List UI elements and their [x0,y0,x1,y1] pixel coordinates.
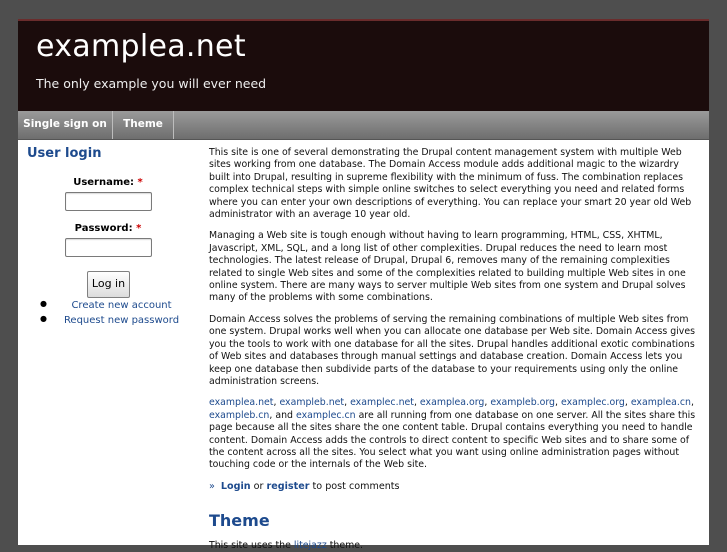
domains-paragraph: examplea.net, exampleb.net, examplec.net, examplea.org, exampleb.org, examplec.org, examplea.cn, exampleb.cn, and examplec.cn are all running from one database on one server. All the sites share this page because all the sites share the one content table. Drupal contains everything you need to handle content. Domain Access adds the controls to direct content to specific Web sites and to share some of the content across all the sites. You select what you want using online administration pages without touching code or the internals of the Web site. [209,397,696,471]
password-input[interactable] [65,238,152,257]
domain-link[interactable]: examplea.cn [630,397,692,409]
content-paragraph: Domain Access solves the problems of serving the remaining combinations of multiple Web sites from one system. Drupal works well when you can allocate one database per Web site. Domain Access gives you the tools to work with one database for all the sites. Drupal handles additional exotic combinations of Web sites and databases through manual settings and database creation. Domain Access lets you keep one database then subdivide parts of the database to your requirements using only the online administration screens. [209,313,696,387]
primary-nav [18,111,709,140]
content-paragraph: This site is one of several demonstrating the Drupal content management system with multiple Web sites working from one database. The Domain Access module adds additional magic to the wizardry built into Drupal, resulting in supreme flexibility with the minimum of fuss. The combination replaces complex technical steps with simple online switches to select everything you need and related forms where you can enter your own descriptions of everything. You can replace your smart 20 year old Web administrator with an average 10 year old. [209,147,692,221]
nav-item-theme[interactable]: Theme [113,111,174,139]
domain-link[interactable]: exampleb.org [490,397,556,409]
login-button[interactable]: Log in [87,271,130,298]
domain-link[interactable]: examplec.org [560,397,625,409]
domain-link[interactable]: examplea.org [419,397,485,409]
site-slogan: The only example you will ever need [36,76,267,91]
register-link[interactable]: register [266,480,310,492]
theme-heading: Theme [209,511,270,531]
login-link[interactable]: Login [220,480,251,492]
domain-link[interactable]: examplec.cn [295,409,356,421]
required-mark: * [137,177,143,188]
site-name-link[interactable]: examplea.net [36,29,246,64]
nav-item-single-sign-on[interactable]: Single sign on [18,111,113,139]
password-label: Password: * [74,223,142,234]
page [18,0,709,551]
top-strip [18,0,709,20]
domain-link[interactable]: examplea.net [209,397,274,409]
create-account-link[interactable]: Create new account [71,300,172,311]
content-paragraph: Managing a Web site is tough enough without having to learn programming, HTML, CSS, XHTML, Javascript, XML, SQL, and a long list of other complexities. Drupal reduces the need to learn most technologies. The latest release of Drupal, Drupal 6, removes many of the remaining complexities related to single Web sites and some of the complexities related to building multiple Web sites in one online system. There are many ways to server multiple Web sites from one system and Drupal solves many of the problems with some combinations. [209,230,686,304]
site-header [18,21,709,111]
theme-text: This site uses the litejazz theme. [209,539,364,551]
bullet-icon: ● [40,314,47,323]
domain-link[interactable]: exampleb.cn [209,409,270,421]
domain-link[interactable]: examplec.net [350,397,414,409]
request-password-link[interactable]: Request new password [63,315,180,326]
username-label: Username: * [73,177,143,188]
bullet-icon: ● [40,299,47,308]
domain-link[interactable]: exampleb.net [279,397,345,409]
main-content [209,147,702,552]
litejazz-link[interactable]: litejazz [293,539,327,551]
raquo-icon: » [209,480,215,492]
required-mark: * [136,223,142,234]
user-login-title: User login [27,146,102,161]
comment-links: » Login or register to post comments [209,480,400,492]
username-input[interactable] [65,192,152,211]
